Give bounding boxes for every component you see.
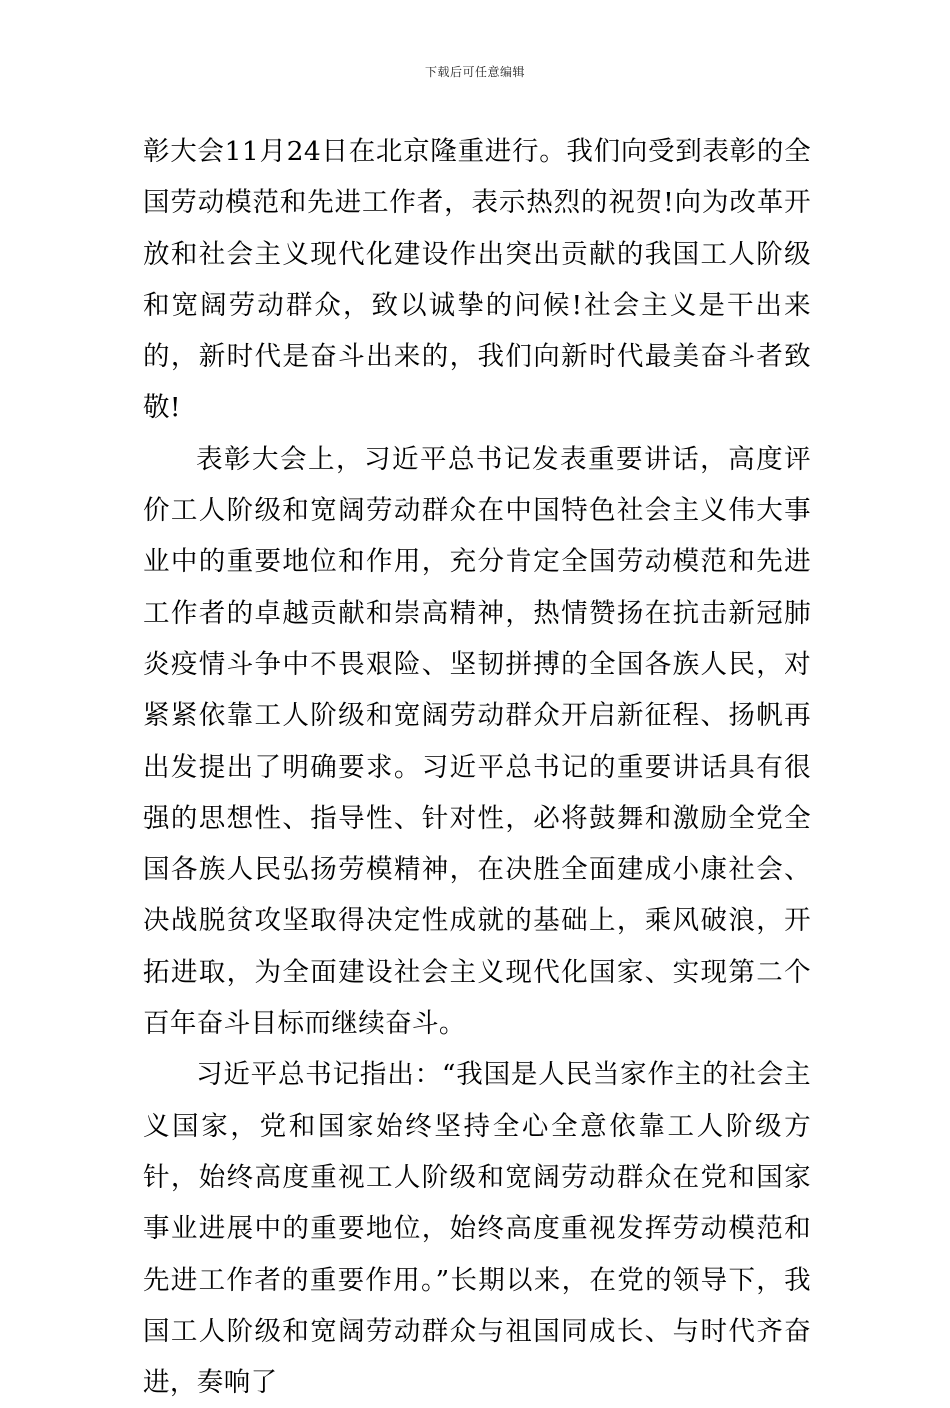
document-body xyxy=(143,126,811,1408)
paragraph-1: 彰大会11月24日在北京隆重进行。我们向受到表彰的全国劳动模范和先进工作者，表示热烈的祝贺!向为改革开放和社会主义现代化建设作出突出贡献的我国工人阶级和宽阔劳动群众，致以诚挚的问候!社会主义是干出来的，新时代是奋斗出来的，我们向新时代最美奋斗者致敬! xyxy=(143,136,811,424)
page-header: 下载后可任意编辑 xyxy=(424,65,525,79)
paragraph-2: 表彰大会上，习近平总书记发表重要讲话，高度评价工人阶级和宽阔劳动群众在中国特色社会主义伟大事业中的重要地位和作用，充分肯定全国劳动模范和先进工作者的卓越贡献和崇高精神，热情赞扬在抗击新冠肺炎疫情斗争中不畏艰险、坚韧拼搏的全国各族人民，对紧紧依靠工人阶级和宽阔劳动群众开启新征程、扬帆再出发提出了明确要求。习近平总书记的重要讲话具有很强的思想性、指导性、针对性，必将鼓舞和激励全党全国各族人民弘扬劳模精神，在决胜全面建成小康社会、决战脱贫攻坚取得决定性成就的基础上，乘风破浪，开拓进取，为全面建设社会主义现代化国家、实现第二个百年奋斗目标而继续奋斗。 xyxy=(143,443,811,1040)
paragraph-3: 习近平总书记指出：“我国是人民当家作主的社会主义国家，党和国家始终坚持全心全意依靠工人阶级方针，始终高度重视工人阶级和宽阔劳动群众在党和国家事业进展中的重要地位，始终高度重视发挥劳动模范和先进工作者的重要作用。”长期以来，在党的领导下，我国工人阶级和宽阔劳动群众与祖国同成长、与时代齐奋进，奏响了 xyxy=(143,1059,811,1399)
